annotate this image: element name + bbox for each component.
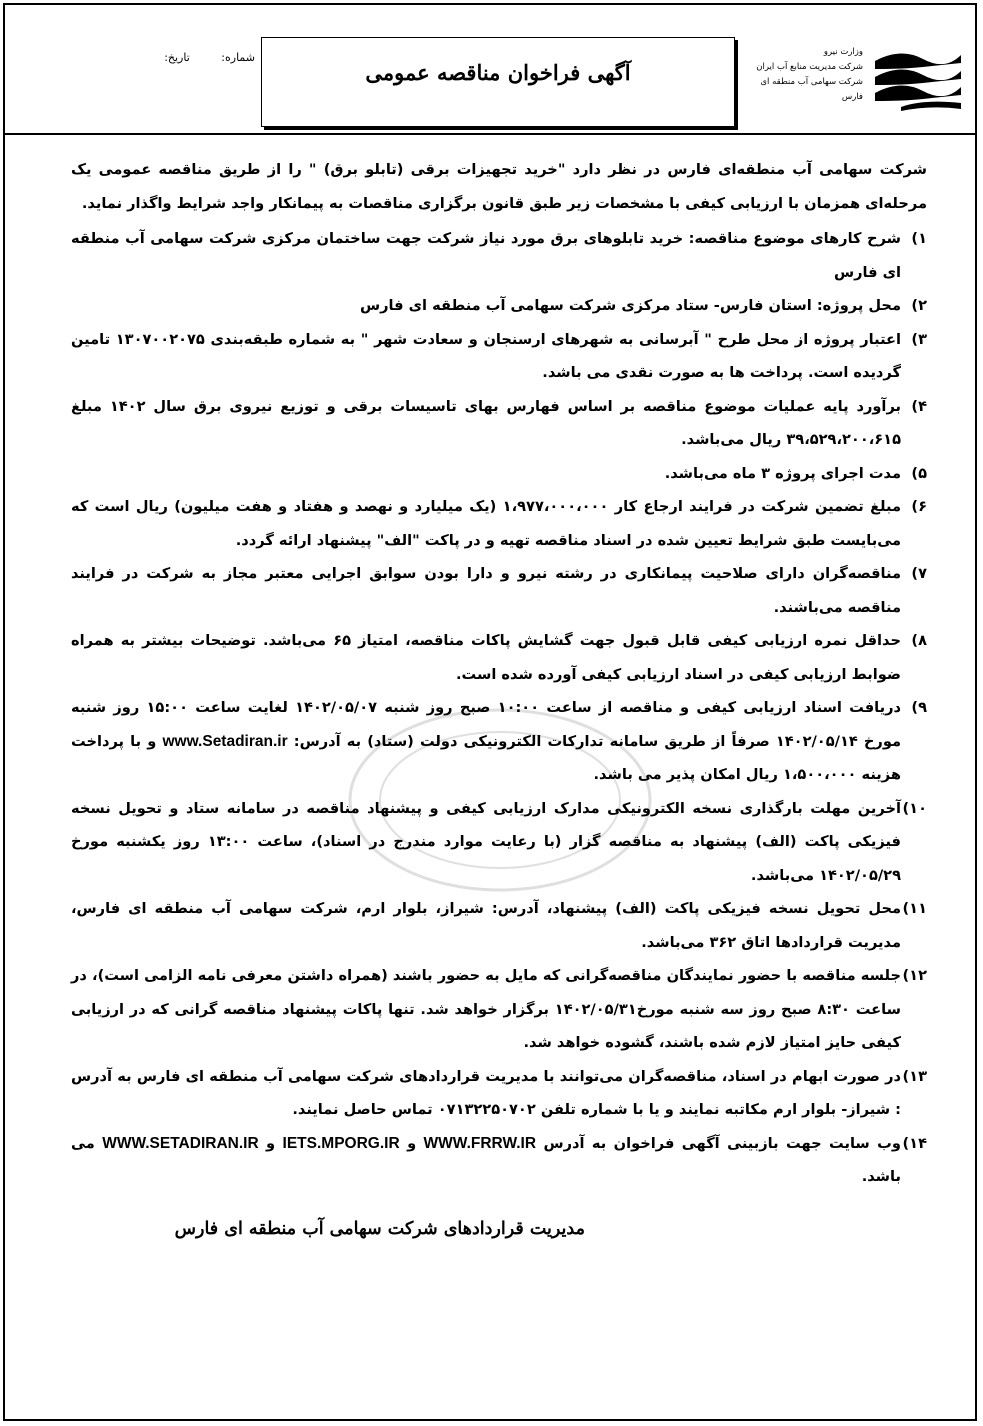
list-item [71,490,927,557]
item-number: ۱۴) [902,1134,927,1152]
item-text: جلسه مناقصه با حضور نمایندگان مناقصه‌گرانی که مایل به حضور باشند (همراه داشتن معرفی نامه الزامی است)، در ساعت ۸:۳۰ صبح روز سه شنبه مورخ۱۴۰۲/۰۵/۳۱ برگزار خواهد شد. تنها پاکات پیشنهاد مناقصه گرانی که در ارزیابی کیفی حایز امتیاز لازم شده باشند، گشوده خواهد شد. [71,967,901,1051]
iets-link[interactable]: IETS.MPORG.IR [282,1134,400,1152]
signature-footer: مدیریت قراردادهای شرکت سهامی آب منطقه ای فارس [174,1219,585,1239]
item-text: محل پروژه: استان فارس- ستاد مرکزی شرکت سهامی آب منطقه ای فارس [360,297,901,314]
item-number: ۹) [911,699,927,716]
item-text: در صورت ابهام در اسناد، مناقصه‌گران می‌توانند با مدیریت قراردادهای شرکت سهامی آب منطقه ای فارس به آدرس : شیراز- بلوار ارم مکاتبه نمایند و یا با شماره تلفن ۰۷۱۳۲۲۵۰۷۰۲ تماس حاصل نمایند. [71,1067,901,1118]
item-text: و با پرداخت هزینه ۱،۵۰۰،۰۰۰ ریال امکان پذیر می باشد. [71,732,901,783]
conjunction: و [266,1134,276,1152]
logo-line-ministry: وزارت نیرو [823,47,863,57]
item-number: ۱۰) [902,799,927,817]
date-label: تاریخ: [164,51,190,64]
item-text: شرح کارهای موضوع مناقصه: خرید تابلوهای برق مورد نیاز شرکت جهت ساختمان مرکزی شرکت سهامی آب منطقه ای فارس [71,230,901,281]
item-number: ۵) [911,464,927,482]
item-number: ۷) [911,565,927,582]
item-text: حداقل نمره ارزیابی کیفی قابل قبول جهت گشایش پاکات مناقصه، امتیاز ۶۵ می‌باشد. توضیحات بیشتر به همراه ضوابط ارزیابی کیفی در اسناد ارزیابی کیفی آورده شده است. [71,632,901,683]
list-item [71,1127,927,1194]
organization-name [748,45,863,105]
item-number: ۲) [911,297,927,314]
organization-logo [748,41,963,121]
item-text: آخرین مهلت بارگذاری نسخه الکترونیکی مدارک ارزیابی کیفی و پیشنهاد مناقصه در سامانه ستاد و تحویل نسخه فیزیکی پاکت (الف) پیشنهاد به مناقصه گزار (با رعایت موارد مندرج در اسناد)، ساعت ۱۳:۰۰ روز یکشنبه مورخ ۱۴۰۲/۰۵/۲۹ می‌باشد. [71,799,901,884]
item-text: دریافت اسناد ارزیابی کیفی و مناقصه از ساعت ۱۰:۰۰ صبح روز شنبه ۱۴۰۲/۰۵/۰۷ لغایت ساعت ۱۵:۰۰ روز شنبه مورخ ۱۴۰۲/۰۵/۱۴ صرفاً از طریق سامانه تدارکات الکترونیکی دولت (ستاد) به آدرس: [71,699,902,750]
item-number: ۱۲) [902,967,927,984]
list-item [71,691,927,792]
list-item [71,289,927,323]
item-text: وب سایت جهت بازبینی آگهی فراخوان به آدرس [543,1134,901,1152]
notice-header [5,5,975,135]
setadiran-link[interactable]: www.Setadiran.ir [162,732,288,750]
item-text: می باشد. [71,1134,901,1185]
list-item [71,792,927,893]
water-waves-icon [871,45,963,113]
item-number: ۴) [911,397,927,415]
list-item [71,1060,927,1127]
item-number: ۱۱) [902,900,927,917]
page-title: آگهی فراخوان مناقصه عمومی [365,60,631,85]
list-item [71,323,927,390]
item-text: مبلغ تضمین شرکت در فرایند ارجاع کار ۱،۹۷۷،۰۰۰،۰۰۰ (یک میلیارد و نهصد و هفتاد و هفت میلیون) ریال است که می‌بایست طبق شرایط تعیین شده در اسناد مناقصه تهیه و در پاکت "الف" پیشنهاد ارائه گردد. [71,498,901,549]
list-item [71,959,927,1060]
item-number: ۱۳) [902,1067,927,1085]
item-number: ۶) [911,498,927,515]
list-item [71,390,927,457]
list-item [71,624,927,691]
list-item [71,892,927,959]
setadiran-uppercase-link[interactable]: WWW.SETADIRAN.IR [102,1134,259,1152]
item-text: مناقصه‌گران دارای صلاحیت پیمانکاری در رشته نیرو و دارا بودن سوابق اجرایی معتبر مجاز به شرکت در فرایند مناقصه می‌باشند. [71,565,901,616]
frrw-link[interactable]: WWW.FRRW.IR [423,1134,537,1152]
logo-line-company: شرکت مدیریت منابع آب ایران [756,62,863,72]
item-text: برآورد پایه عملیات موضوع مناقصه بر اساس فهارس بهای تاسیسات برقی و توزیع نیروی برق سال ۱۴۰۲ مبلغ ۳۹،۵۲۹،۲۰۰،۶۱۵ ریال می‌باشد. [71,397,901,448]
item-number: ۸) [911,632,927,649]
item-number: ۱) [911,230,927,247]
title-box [261,37,735,127]
intro-paragraph: شرکت سهامی آب منطقه‌ای فارس در نظر دارد "خرید تجهیزات برقی (تابلو برق) " را از طریق مناقصه عمومی یک مرحله‌ای همزمان با ارزیابی کیفی با مشخصات زیر طبق قانون برگزاری مناقصات به پیمانکار واجد شرایط واگذار نماید. [71,161,927,212]
item-text: اعتبار پروژه از محل طرح " آبرسانی به شهرهای ارسنجان و سعادت شهر " به شماره طبقه‌بندی ۱۳۰۷۰۰۲۰۷۵ تامین گردیده است. پرداخت ها به صورت نقدی می باشد. [71,330,901,381]
number-label: شماره: [221,51,255,64]
reference-meta [25,51,255,64]
list-item [71,457,927,491]
list-item [71,557,927,624]
item-number: ۳) [911,330,927,348]
item-text: محل تحویل نسخه فیزیکی پاکت (الف) پیشنهاد، آدرس: شیراز، بلوار ارم، شرکت سهامی آب منطقه ای فارس، مدیریت قراردادها اتاق ۳۶۲ می‌باشد. [71,900,901,951]
logo-line-regional: شرکت سهامی آب منطقه ای فارس [760,77,863,102]
list-item [71,222,927,289]
conjunction: و [407,1134,417,1152]
notice-frame [3,3,977,1421]
notice-body [71,153,927,1194]
item-text: مدت اجرای پروژه ۳ ماه می‌باشد. [664,464,901,482]
